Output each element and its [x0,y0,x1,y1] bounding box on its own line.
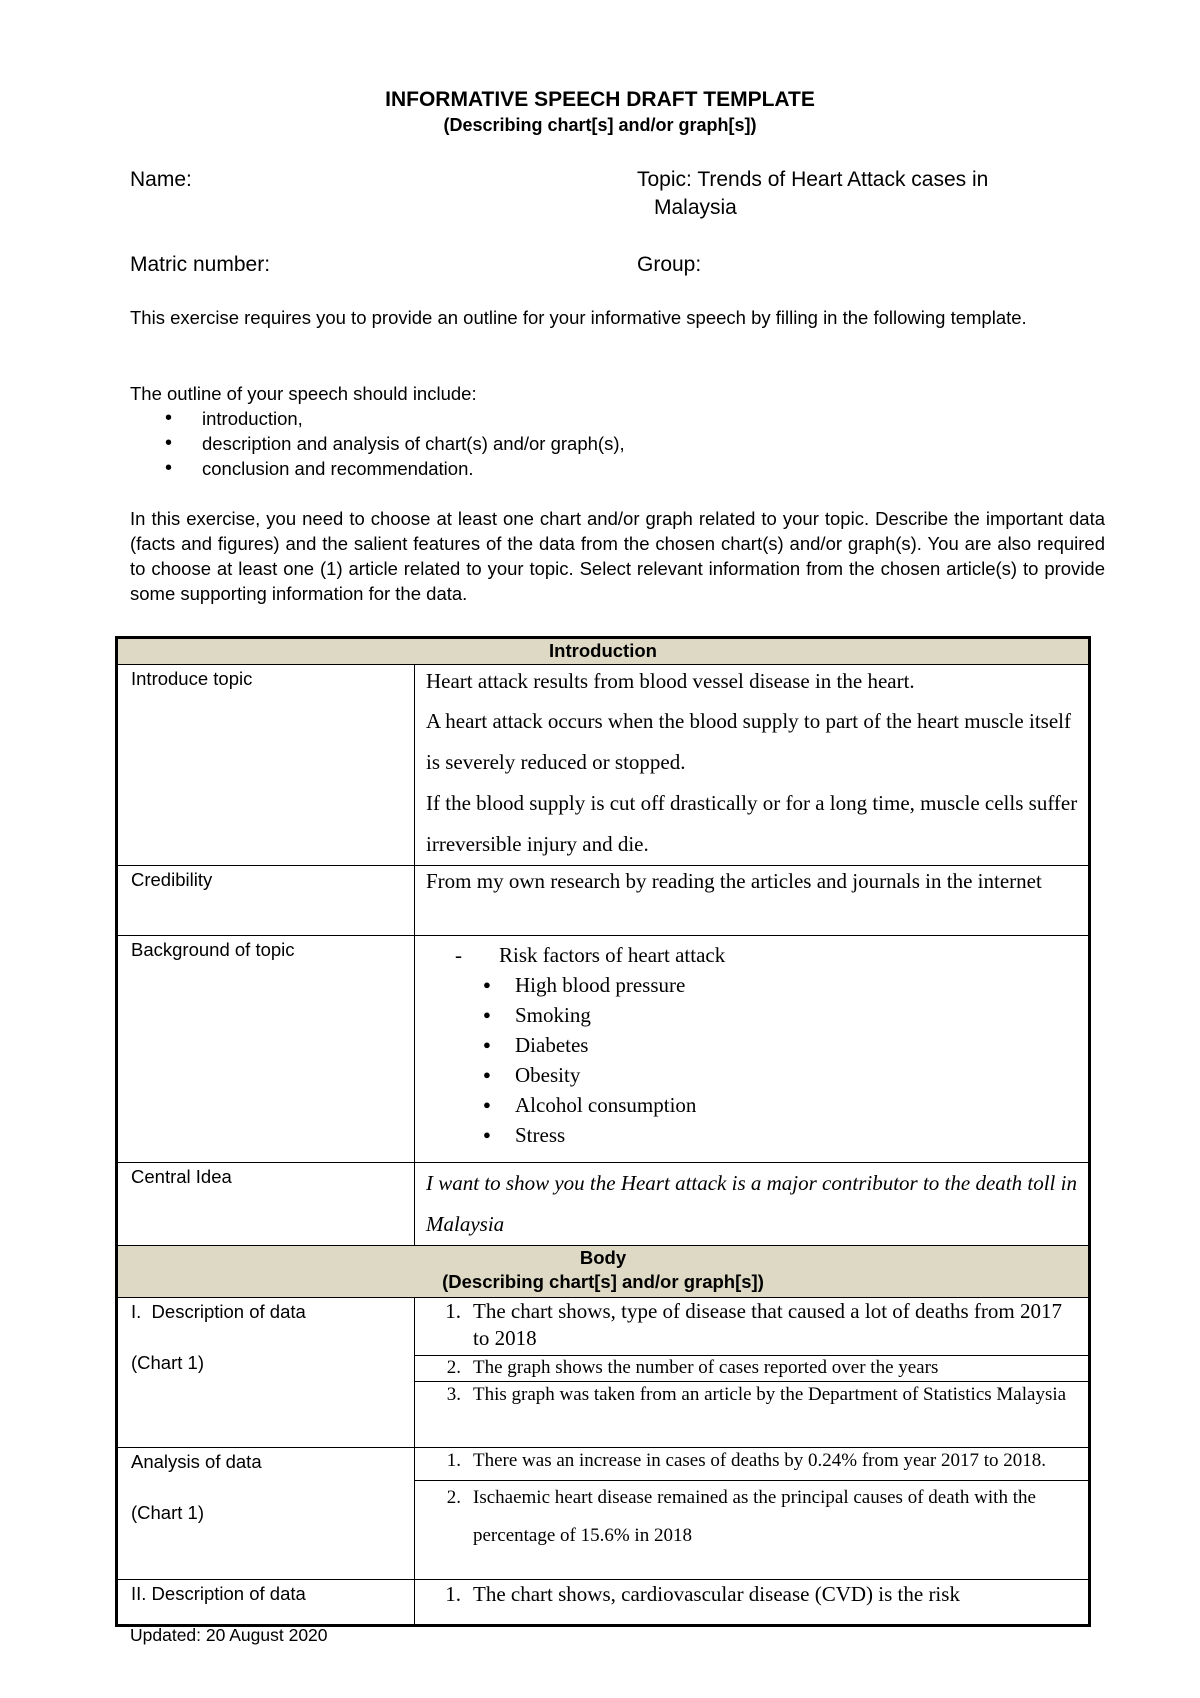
outline-intro: The outline of your speech should include: [130,383,477,404]
central-idea-text: I want to show you the Heart attack is a major contributor to the death toll in Malaysia [426,1171,1077,1236]
analysis-data-label-cell [117,1448,415,1580]
introduce-topic-line: If the blood supply is cut off drastically or for a long time, muscle cells suffer irreversible injury and die. [426,791,1078,856]
row-text: There was an increase in cases of deaths by 0.24% from year 2017 to 2018. [473,1450,1046,1471]
chart-1-ref: (Chart 1) [131,1502,204,1523]
outline-section [130,381,1105,481]
description-data-2-label: II. Description of data [117,1580,415,1626]
topic-field [637,166,1087,222]
document-title: INFORMATIVE SPEECH DRAFT TEMPLATE [385,88,815,111]
numbered-row [415,1479,1088,1555]
analysis-data-label: Analysis of data [131,1451,262,1472]
row-text: The chart shows, type of disease that caused a lot of deaths from 2017 to 2018 [473,1299,1062,1350]
introduce-topic-line: Heart attack results from blood vessel disease in the heart. [426,669,915,693]
row-number: 2. [446,1357,461,1378]
credibility-cell[interactable] [415,866,1090,936]
chart-1-ref: (Chart 1) [131,1352,204,1373]
risk-factor-item: ● Stress [515,1120,1078,1150]
description-data-1-label-cell [117,1298,415,1448]
row-text: The graph shows the number of cases reported over the years [473,1357,939,1378]
row-text: The chart shows, cardiovascular disease (CVD) is the risk [473,1582,960,1606]
introduce-topic-label: Introduce topic [117,665,415,866]
row-text: Ischaemic heart disease remained as the principal causes of death with the percentage of 15.6% in 2018 [473,1487,1036,1546]
document-subtitle: (Describing chart[s] and/or graph[s]) [443,115,757,135]
instruction-paragraph-3: In this exercise, you need to choose at least one chart and/or graph related to your topic. Describe the important data (facts and figures) and the salient features of the data from the chosen chart(s) and/or graph(s). You are also required to choose at least one (1) article related to your topic. Select relevant information from the chosen article(s) to provide some supporting information for the data. [130,508,1105,604]
background-cell[interactable] [415,936,1090,1163]
description-data-1-label: I. Description of data [131,1301,306,1322]
risk-factors-text: Risk factors of heart attack [499,943,726,967]
row-number: 2. [446,1487,461,1508]
numbered-row [415,1442,1088,1481]
risk-factor-item: ● Smoking [515,1000,1078,1030]
central-idea-label: Central Idea [117,1163,415,1246]
analysis-data-cell[interactable] [415,1448,1090,1580]
updated-date-footer: Updated: 20 August 2020 [130,1625,328,1645]
matric-number-label: Matric number: [130,253,271,276]
credibility-text: From my own research by reading the articles and journals in the internet [426,869,1042,893]
row-number: 1. [445,1582,461,1606]
numbered-row [415,1298,1088,1356]
instruction-paragraph-1: This exercise requires you to provide an outline for your informative speech by filling in the following template. [130,307,1027,328]
row-text: This graph was taken from an article by the Department of Statistics Malaysia [473,1384,1067,1405]
risk-factor-item: ● High blood pressure [515,970,1078,1000]
outline-list [130,406,1105,481]
speech-template-table [115,636,1091,1627]
introduction-header: Introduction [117,638,1090,665]
name-label: Name: [130,168,192,191]
risk-factor-list [463,970,1078,1150]
risk-factor-item: ● Obesity [515,1060,1078,1090]
risk-factors-heading [463,940,1078,970]
body-header [117,1246,1090,1298]
introduce-topic-cell[interactable] [415,665,1090,866]
outline-item: • description and analysis of chart(s) and/or graph(s), [202,431,1105,456]
risk-factor-item: ● Alcohol consumption [515,1090,1078,1120]
numbered-row [415,1376,1088,1414]
description-data-1-cell[interactable] [415,1298,1090,1448]
group-label: Group: [637,253,702,276]
outline-item: • introduction, [202,406,1105,431]
row-number: 3. [446,1384,461,1405]
body-header-title: Body [579,1247,627,1268]
row-number: 1. [446,1450,461,1471]
outline-item: • conclusion and recommendation. [202,456,1105,481]
description-data-2-cell[interactable] [415,1580,1090,1626]
numbered-row [415,1580,1088,1608]
introduce-topic-line: A heart attack occurs when the blood supply to part of the heart muscle itself is severely reduced or stopped. [426,709,1071,774]
body-header-subtitle: (Describing chart[s] and/or graph[s]) [442,1271,764,1292]
background-label: Background of topic [117,936,415,1163]
central-idea-cell[interactable] [415,1163,1090,1246]
topic-line-1: Topic: Trends of Heart Attack cases in [637,168,989,191]
topic-line-2: Malaysia [654,196,737,219]
credibility-label: Credibility [117,866,415,936]
risk-factor-item: ● Diabetes [515,1030,1078,1060]
row-number: 1. [445,1299,461,1323]
